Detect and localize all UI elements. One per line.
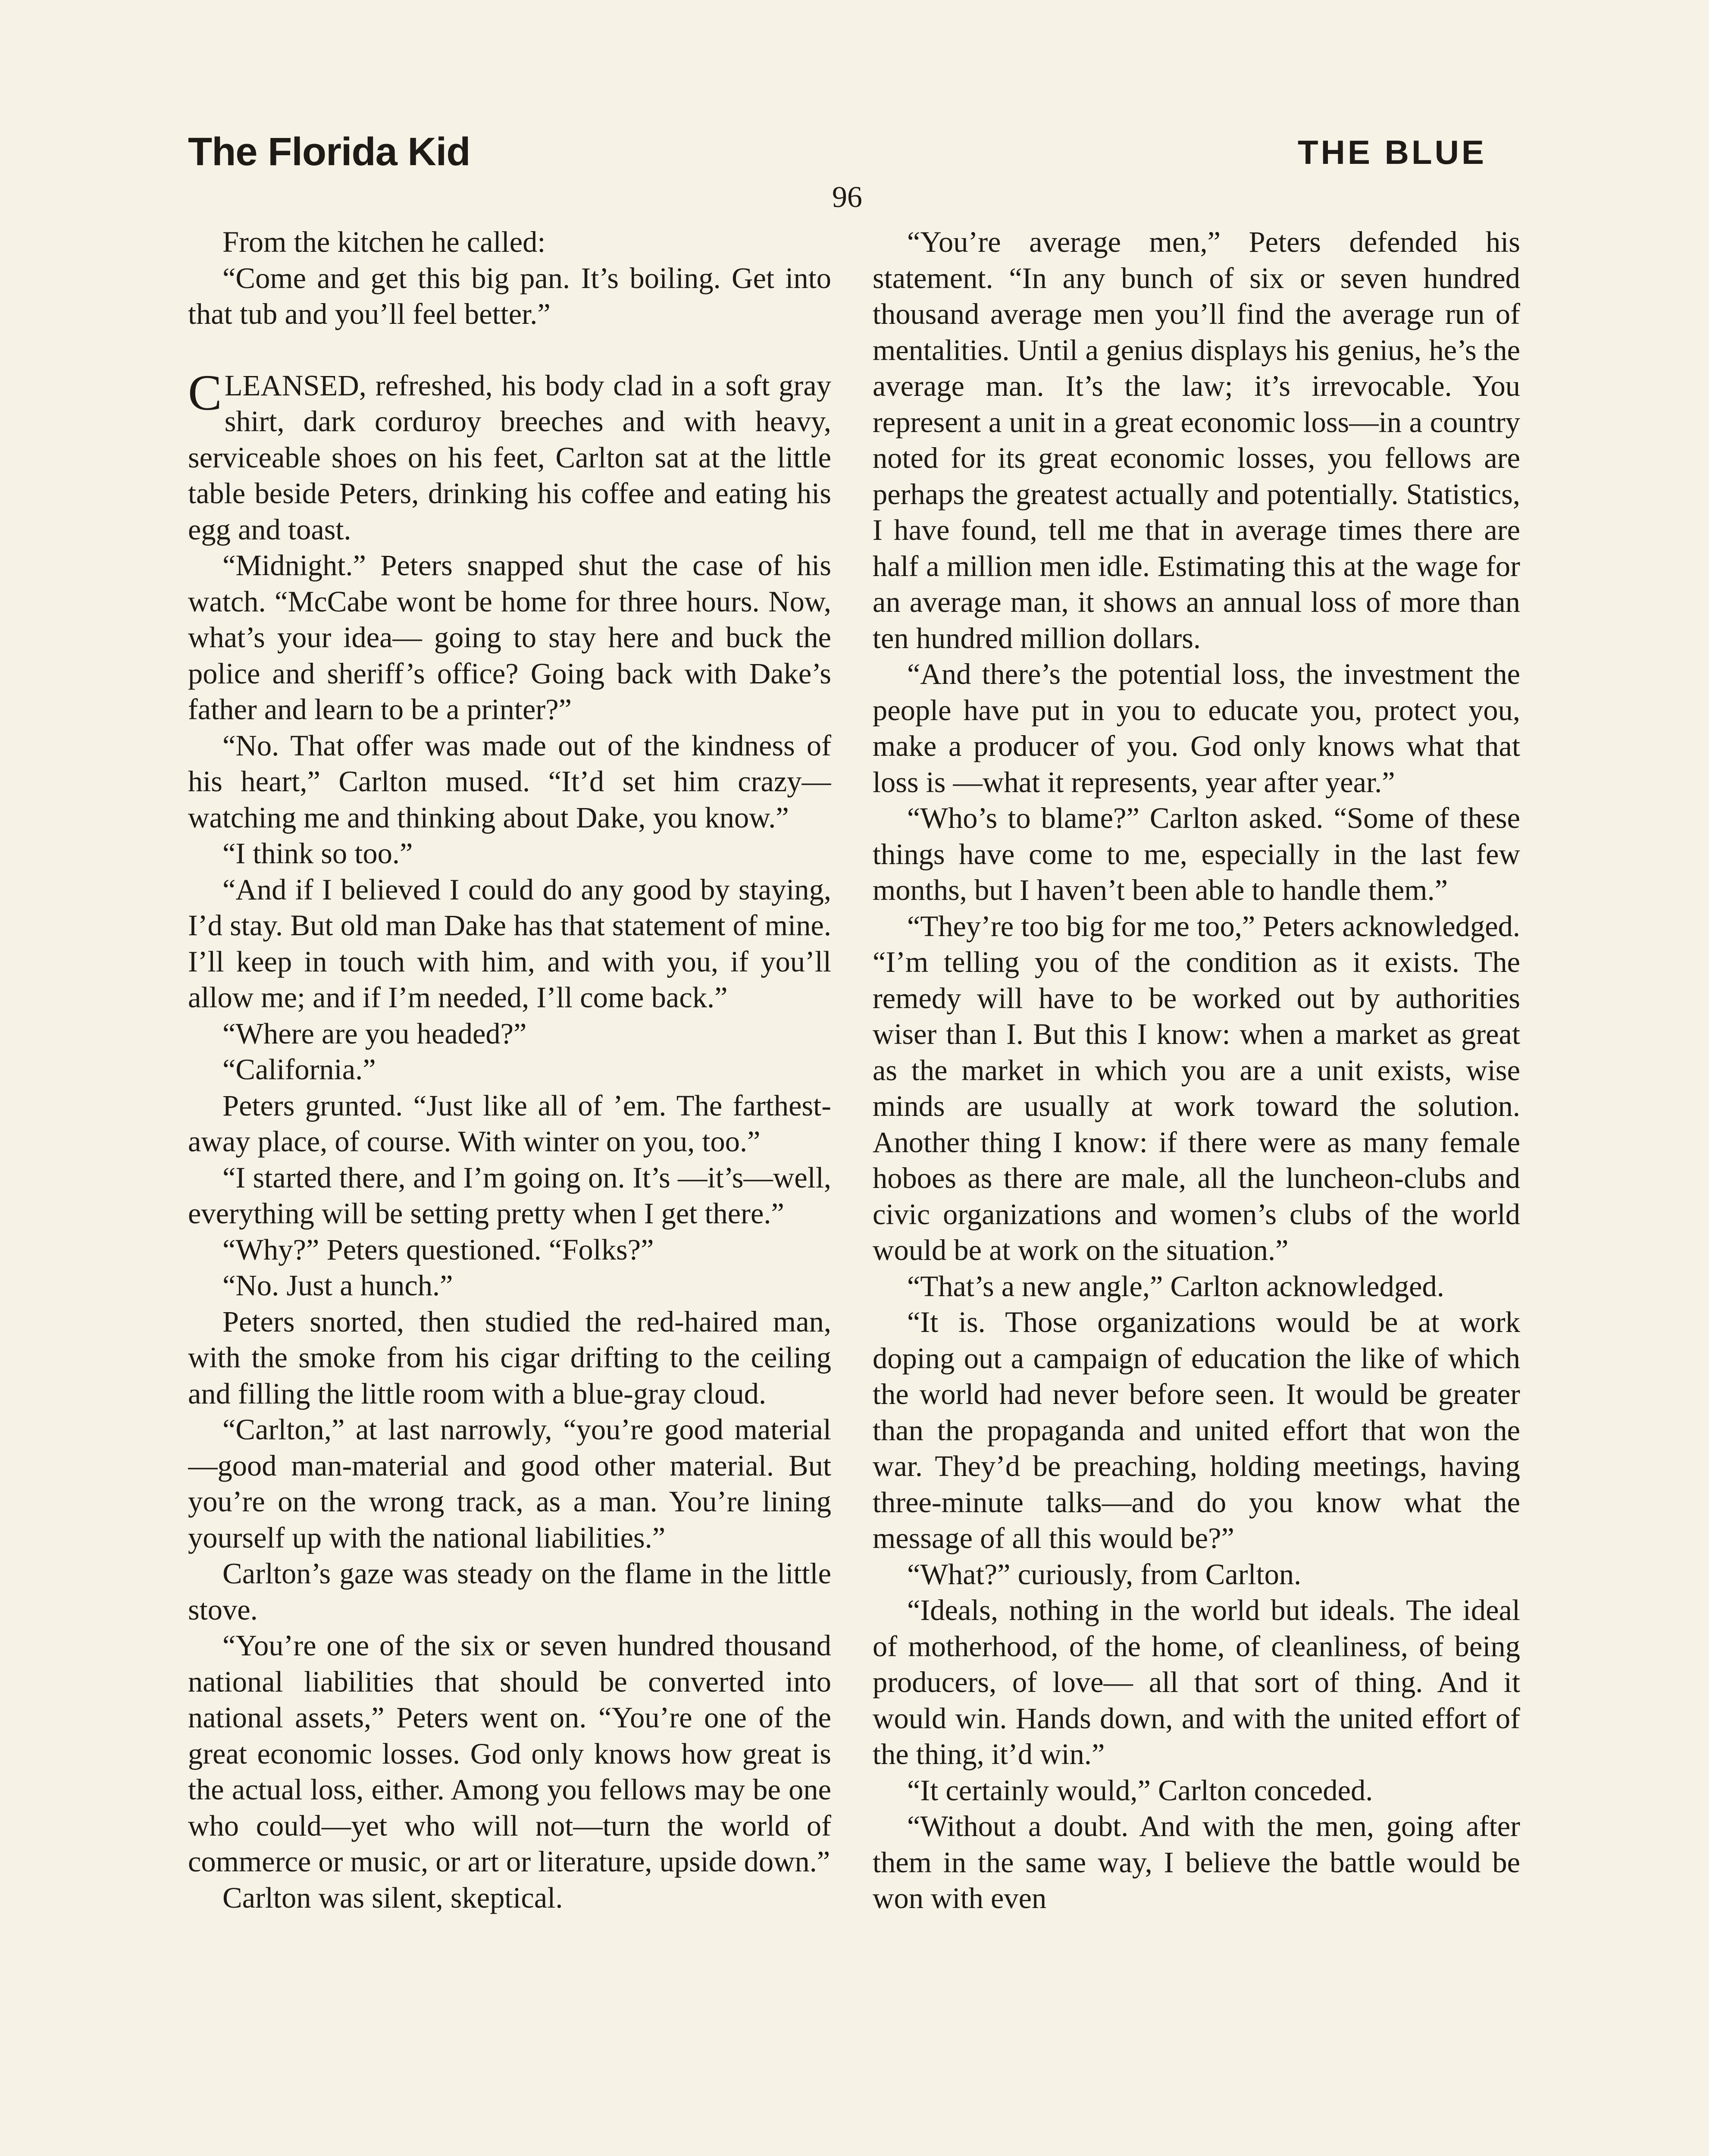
paragraph: “I think so too.” — [222, 837, 413, 870]
paragraph: “It is. Those organizations would be at work doping out a campaign of education the like of which the world had never before seen. It would be greater than the propaganda and united effort that won the war. They’d be preaching, holding meetings, having three-minute talks—and do you know what the message of all this would be?” — [873, 1306, 1520, 1554]
paragraph: “It certainly would,” Carlton conceded. — [907, 1774, 1373, 1807]
paragraph: Carlton was silent, skeptical. — [222, 1881, 563, 1914]
paragraph: “California.” — [222, 1053, 376, 1086]
paragraph: “Without a doubt. And with the men, going after them in the same way, I believe the battle would be won with even — [873, 1810, 1520, 1915]
paragraph: “Carlton,” at last narrowly, “you’re good material—good man-material and good other material. But you’re on the wrong track, as a man. You’re lining yourself up with the national liabilities.” — [188, 1413, 831, 1554]
paragraph-text: LEANSED, refreshed, his body clad in a soft gray shirt, dark corduroy breeches and with heavy, serviceable shoes on his feet, Carlton sat at the little table beside Peters, drinking his coffee and eating his egg and toast. — [188, 369, 831, 546]
paragraph: “No. That offer was made out of the kindness of his heart,” Carlton mused. “It’d set him crazy—watching me and thinking about Dake, you know.” — [188, 729, 831, 834]
left-text-column — [188, 224, 831, 2156]
paragraph: “That’s a new angle,” Carlton acknowledged. — [907, 1269, 1444, 1303]
paragraph: From the kitchen he called: — [222, 226, 546, 258]
paragraph: Carlton’s gaze was steady on the flame in the little stove. — [188, 1557, 831, 1626]
right-text-column — [873, 224, 1520, 2156]
page-number: 96 — [832, 181, 862, 214]
paragraph: “And if I believed I could do any good by staying, I’d stay. But old man Dake has that statement of mine. I’ll keep in touch with him, and with you, if you’ll allow me; and if I’m needed, I’ll come back.” — [188, 873, 831, 1014]
paragraph: Peters snorted, then studied the red-haired man, with the smoke from his cigar drifting to the ceiling and filling the little room with a blue-gray cloud. — [188, 1305, 831, 1410]
running-title: The Florida Kid — [188, 130, 470, 174]
paragraph: “What?” curiously, from Carlton. — [907, 1557, 1302, 1591]
paragraph: “Why?” Peters questioned. “Folks?” — [222, 1233, 654, 1266]
paragraph: “Midnight.” Peters snapped shut the case of his watch. “McCabe wont be home for three hours. Now, what’s your idea— going to stay here and buck the police and sheriff’s office? Going back with Dake’s father and learn to be a printer?” — [188, 549, 831, 726]
paragraph: “Come and get this big pan. It’s boiling. Get into that tub and you’ll feel better.” — [188, 261, 831, 330]
paragraph: “No. Just a hunch.” — [222, 1269, 453, 1302]
running-section: THE BLUE — [1298, 133, 1487, 171]
paragraph: “Ideals, nothing in the world but ideals. The ideal of motherhood, of the home, of cleanliness, of being producers, of love— all that sort of thing. And it would win. Hands down, and with the united effort of the thing, it’d win.” — [873, 1594, 1520, 1771]
paragraph: “They’re too big for me too,” Peters acknowledged. “I’m telling you of the condition as it exists. The remedy will have to be worked out by authorities wiser than I. But this I know: when a market as great as the market in which you are a unit exists, wise minds are usually at work toward the solution. Another thing I know: if there were as many female hoboes as there are male, all the luncheon-clubs and civic organizations and women’s clubs of the world would be at work on the situation.” — [873, 909, 1520, 1266]
paragraph: “Where are you headed?” — [222, 1017, 527, 1050]
section-opening-paragraph — [188, 364, 831, 548]
paragraph: “Who’s to blame?” Carlton asked. “Some of these things have come to me, especially in the last few months, but I haven’t been able to handle them.” — [873, 802, 1520, 906]
drop-cap: C — [188, 364, 222, 421]
paragraph: “You’re one of the six or seven hundred thousand national liabilities that should be converted into national assets,” Peters went on. “You’re one of the great economic losses. God only knows how great is the actual loss, either. Among you fellows may be one who could—yet who will not—turn the world of commerce or music, or art or literature, upside down.” — [188, 1629, 831, 1878]
paragraph: “You’re average men,” Peters defended his statement. “In any bunch of six or seven hundred thousand average men you’ll find the average run of mentalities. Until a genius displays his genius, he’s the average man. It’s the law; it’s irrevocable. You represent a unit in a great economic loss—in a country noted for its great economic losses, you fellows are perhaps the greatest actually and potentially. Statistics, I have found, tell me that in average times there are half a million men idle. Estimating this at the wage for an average man, it shows an annual loss of more than ten hundred million dollars. — [873, 226, 1520, 655]
paragraph: “And there’s the potential loss, the investment the people have put in you to educate you, protect you, make a producer of you. God only knows what that loss is —what it represents, year after year.” — [873, 658, 1520, 799]
paragraph: “I started there, and I’m going on. It’s —it’s—well, everything will be setting pretty when I get there.” — [188, 1161, 831, 1230]
paragraph: Peters grunted. “Just like all of ’em. The farthest-away place, of course. With winter on you, too.” — [188, 1089, 831, 1158]
